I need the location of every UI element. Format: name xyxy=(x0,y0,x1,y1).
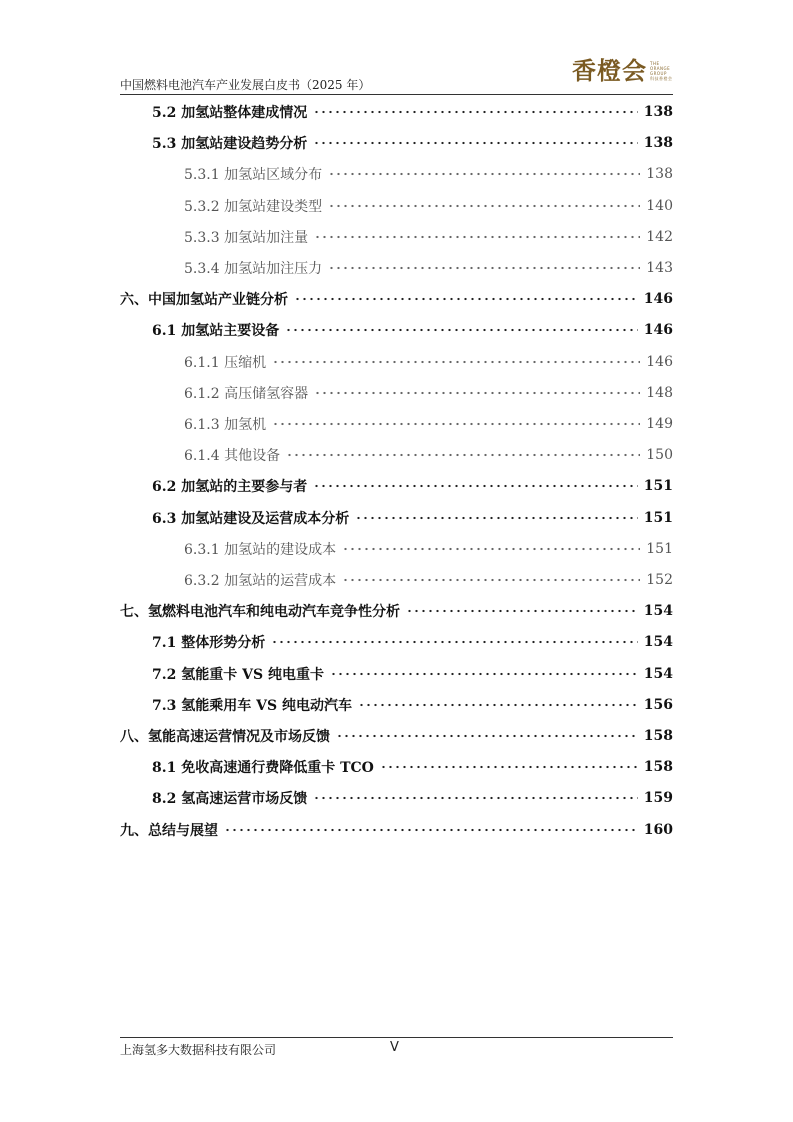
toc-leader-dots xyxy=(272,358,640,366)
toc-leader-dots xyxy=(406,607,638,615)
footer-company: 上海氢多大数据科技有限公司 xyxy=(120,1043,277,1057)
toc-entry[interactable] xyxy=(120,662,673,686)
toc-entry[interactable] xyxy=(120,786,673,810)
toc-leader-dots xyxy=(271,638,638,646)
toc-leader-dots xyxy=(272,420,640,428)
toc-entry[interactable] xyxy=(120,693,673,717)
toc-entry-page: 146 xyxy=(643,291,673,308)
toc-entry-page: 148 xyxy=(646,384,673,401)
toc-entry-label: 6.3.2 加氢站的运营成本 xyxy=(184,573,337,589)
toc-entry[interactable] xyxy=(120,225,673,249)
toc-entry-label: 八、氢能高速运营情况及市场反馈 xyxy=(120,729,330,745)
toc-entry-label: 6.2 加氢站的主要参与者 xyxy=(152,479,308,496)
toc-entry[interactable] xyxy=(120,100,673,124)
toc-entry[interactable] xyxy=(120,287,673,311)
footer-divider xyxy=(120,1037,673,1038)
toc-entry-label: 6.1 加氢站主要设备 xyxy=(152,323,280,340)
toc-entry-label: 8.2 氢高速运营市场反馈 xyxy=(152,791,308,808)
toc-entry[interactable] xyxy=(120,630,673,654)
toc-entry-label: 5.3.3 加氢站加注量 xyxy=(184,229,309,246)
logo-text: 香橙会 xyxy=(572,57,647,85)
toc-entry-label: 6.3.1 加氢站的建设成本 xyxy=(184,541,337,558)
toc-entry-label: 七、氢燃料电池汽车和纯电动汽车竞争性分析 xyxy=(120,604,400,621)
toc-entry[interactable] xyxy=(120,568,673,592)
toc-entry-page: 138 xyxy=(646,166,673,183)
toc-leader-dots xyxy=(328,264,640,272)
toc-leader-dots xyxy=(380,763,638,771)
page-number: V xyxy=(390,1040,399,1055)
toc-entry[interactable] xyxy=(120,599,673,623)
toc-entry-page: 151 xyxy=(646,540,673,557)
toc-entry-page: 158 xyxy=(643,728,673,744)
toc-entry-label: 九、总结与展望 xyxy=(120,822,218,839)
toc-entry-page: 149 xyxy=(646,416,673,432)
toc-entry-page: 146 xyxy=(646,353,673,370)
toc-entry[interactable] xyxy=(120,755,673,779)
toc-entry-page: 152 xyxy=(646,572,673,588)
toc-leader-dots xyxy=(358,701,638,709)
toc-leader-dots xyxy=(314,389,640,397)
toc-entry[interactable] xyxy=(120,818,673,842)
toc-entry[interactable] xyxy=(120,537,673,561)
toc-leader-dots xyxy=(286,451,640,459)
logo-side-text: THE ORANGE GROUP 科技香橙会 xyxy=(650,61,673,81)
toc-entry[interactable] xyxy=(120,381,673,405)
toc-leader-dots xyxy=(328,170,640,178)
toc-entry[interactable] xyxy=(120,474,673,498)
toc-entry[interactable] xyxy=(120,256,673,280)
brand-logo xyxy=(572,54,674,88)
toc-leader-dots xyxy=(342,576,640,584)
toc-leader-dots xyxy=(342,545,640,553)
toc-entry[interactable] xyxy=(120,412,673,436)
toc-entry-page: 143 xyxy=(646,260,673,276)
toc-entry[interactable] xyxy=(120,194,673,218)
toc-entry-label: 6.1.2 高压储氢容器 xyxy=(184,385,309,402)
toc-entry[interactable] xyxy=(120,318,673,342)
toc-entry-page: 156 xyxy=(643,696,673,713)
header-divider xyxy=(120,94,673,95)
toc-entry-page: 151 xyxy=(643,478,673,495)
toc-entry[interactable] xyxy=(120,131,673,155)
toc-entry-label: 6.3 加氢站建设及运营成本分析 xyxy=(152,510,350,527)
toc-entry-label: 6.1.3 加氢机 xyxy=(184,417,267,433)
toc-entry-page: 146 xyxy=(643,322,673,339)
toc-leader-dots xyxy=(328,202,640,210)
toc-entry-page: 138 xyxy=(643,135,673,152)
toc-leader-dots xyxy=(285,326,638,334)
toc-leader-dots xyxy=(313,139,638,147)
toc-entry-label: 5.3.4 加氢站加注压力 xyxy=(184,261,323,277)
toc-entry-page: 158 xyxy=(643,759,673,776)
toc-entry-page: 142 xyxy=(646,228,673,245)
toc-entry-label: 5.2 加氢站整体建成情况 xyxy=(152,105,308,121)
toc-leader-dots xyxy=(313,108,638,116)
toc-entry-page: 154 xyxy=(643,634,673,651)
toc-entry-label: 5.3 加氢站建设趋势分析 xyxy=(152,136,308,153)
toc-entry[interactable] xyxy=(120,724,673,748)
toc-leader-dots xyxy=(313,482,638,490)
toc-leader-dots xyxy=(355,514,638,522)
toc-entry-page: 154 xyxy=(643,665,673,682)
toc-entry[interactable] xyxy=(120,162,673,186)
toc-entry-label: 6.1.4 其他设备 xyxy=(184,448,281,465)
toc-entry-page: 160 xyxy=(643,821,673,838)
toc-leader-dots xyxy=(224,826,638,834)
toc-leader-dots xyxy=(330,670,638,678)
toc-entry-label: 8.1 免收高速通行费降低重卡 TCO xyxy=(152,760,374,777)
toc-entry-label: 7.1 整体形势分析 xyxy=(152,635,266,652)
toc-entry[interactable] xyxy=(120,350,673,374)
toc-entry-page: 159 xyxy=(643,790,673,807)
toc-entry-label: 5.3.1 加氢站区域分布 xyxy=(184,167,323,184)
toc-leader-dots xyxy=(294,295,638,303)
toc-entry[interactable] xyxy=(120,506,673,530)
toc-entry-label: 7.3 氢能乘用车 VS 纯电动汽车 xyxy=(152,697,352,714)
toc-entry[interactable] xyxy=(120,443,673,467)
toc-leader-dots xyxy=(314,233,640,241)
toc-leader-dots xyxy=(313,794,638,802)
toc-entry-page: 150 xyxy=(646,447,673,464)
toc-leader-dots xyxy=(336,732,638,740)
toc-entry-page: 138 xyxy=(643,104,673,120)
toc-entry-label: 六、中国加氢站产业链分析 xyxy=(120,292,288,309)
toc-entry-page: 154 xyxy=(643,603,673,620)
toc-entry-label: 5.3.2 加氢站建设类型 xyxy=(184,198,323,215)
toc-entry-page: 140 xyxy=(646,197,673,214)
toc-entry-label: 7.2 氢能重卡 VS 纯电重卡 xyxy=(152,666,324,683)
toc-entry-page: 151 xyxy=(643,509,673,526)
document-title: 中国燃料电池汽车产业发展白皮书（2025 年） xyxy=(120,78,371,92)
toc-entry-label: 6.1.1 压缩机 xyxy=(184,354,267,371)
